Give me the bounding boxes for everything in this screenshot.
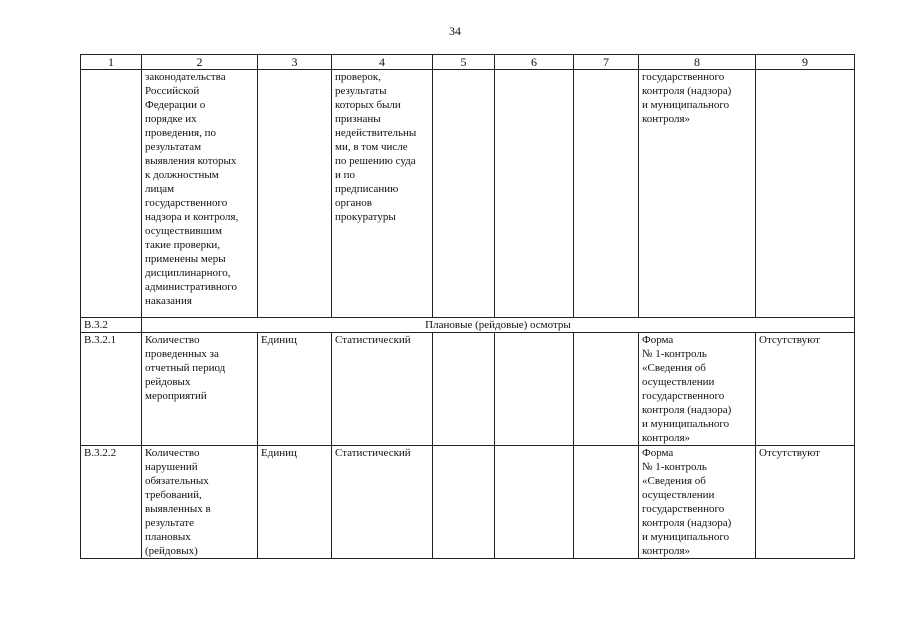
row-method: Статистический [332,333,433,446]
indicators-table [80,54,855,559]
row-indicator-name: Количество проведенных за отчетный период рейдовых мероприятий [142,333,258,446]
table-cell [495,333,574,446]
row-code: В.3.2.2 [81,446,142,559]
header-cell: 1 [81,55,142,70]
header-cell: 9 [756,55,855,70]
table-cell [495,70,574,318]
page-number: 34 [449,24,461,38]
table-cell [495,446,574,559]
table-row [81,333,855,446]
continued-method-text: проверок, результаты которых были признаны недействительны ми, в том числе по решению суда и по предписанию органов прокуратуры [332,70,433,318]
row-note: Отсутствуют [756,333,855,446]
table-cell [81,70,142,318]
header-cell: 3 [258,55,332,70]
header-cell: 4 [332,55,433,70]
row-indicator-name: Количество нарушений обязательных требований, выявленных в результате плановых (рейдовых) [142,446,258,559]
table-cell [574,446,639,559]
header-cell: 8 [639,55,756,70]
header-cell: 7 [574,55,639,70]
table-row-continued [81,70,855,318]
table-cell [433,70,495,318]
table-cell [433,446,495,559]
section-code: В.3.2 [81,318,142,333]
continued-source-text: государственного контроля (надзора) и муниципального контроля» [639,70,756,318]
table-cell [433,333,495,446]
header-cell: 5 [433,55,495,70]
table-cell [756,70,855,318]
table-cell [574,70,639,318]
table-header-row [81,55,855,70]
section-title: Плановые (рейдовые) осмотры [142,318,855,333]
row-unit: Единиц [258,333,332,446]
row-note: Отсутствуют [756,446,855,559]
continued-indicator-text: законодательства Российской Федерации о порядке их проведения, по результатам выявления которых к должностным лицам государственного надзора и контроля, осуществившим такие проверки, применены меры дисциплинарного, административного наказания [142,70,258,318]
row-code: В.3.2.1 [81,333,142,446]
row-unit: Единиц [258,446,332,559]
row-method: Статистический [332,446,433,559]
section-row [81,318,855,333]
row-source: Форма № 1-контроль «Сведения об осуществлении государственного контроля (надзора) и муниципального контроля» [639,446,756,559]
row-source: Форма № 1-контроль «Сведения об осуществлении государственного контроля (надзора) и муниципального контроля» [639,333,756,446]
table-cell [574,333,639,446]
table-row [81,446,855,559]
header-cell: 6 [495,55,574,70]
table-cell [258,70,332,318]
header-cell: 2 [142,55,258,70]
